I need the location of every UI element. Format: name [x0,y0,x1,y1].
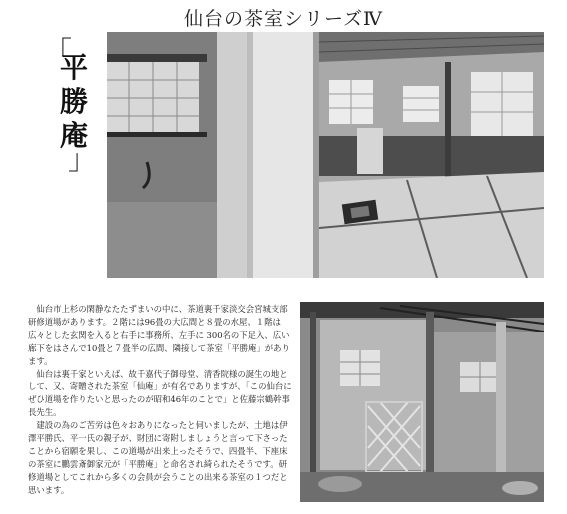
title-close-bracket: 」 [68,143,97,176]
feature-title [40,35,98,176]
tea-room-interior-illustration [107,32,544,278]
article-paragraph: 仙台は裏千家といえば、故千嘉代子御母堂、清香院様の誕生の地として、又、寄贈された茶室「仙庵」が有名でありますが、「この仙台にぜひ道場を作りたいと思ったのが昭和46年のことで」と佐藤宗鶴幹事長先生。 [28,368,292,418]
tea-room-exterior-illustration [300,302,544,502]
article-paragraph: 建設の為のご苦労は色々おありになったと伺いましたが、土地は伊澤平勝氏、平一氏の親子が、財団に寄附しましょうと言って下さったことから宿願を果し、この道場が出来上ったそうで、四畳半、下座床の茶室に鵬雲斎御家元が「平勝庵」と命名され綺られたそうです。研修道場としてこれから多くの会員が会うことの出来る茶室の１つだと思います。 [28,420,288,495]
page-title: 仙台の茶室シリーズⅣ [183,8,384,30]
article-paragraph: 仙台市上杉の閑静なたたずまいの中に、茶道裏千家淡交会宮城支部研修道場があります。２階には96畳の大広間と８畳の水屋、１階は広々とした玄関を入ると右手に事務所、左手に 300名の下足入、広い廊下をはさんで10畳と７畳半の広間、隣接して茶室「平勝庵」があります。 [28,304,290,366]
title-char-2: 勝 [60,85,89,118]
tea-room-interior-photo [107,32,544,278]
title-char-1: 平 [60,51,89,84]
title-open-bracket: 「 [44,35,73,68]
title-char-3: 庵 [60,119,89,152]
article-body [28,303,294,497]
tea-room-exterior-photo [300,302,544,502]
